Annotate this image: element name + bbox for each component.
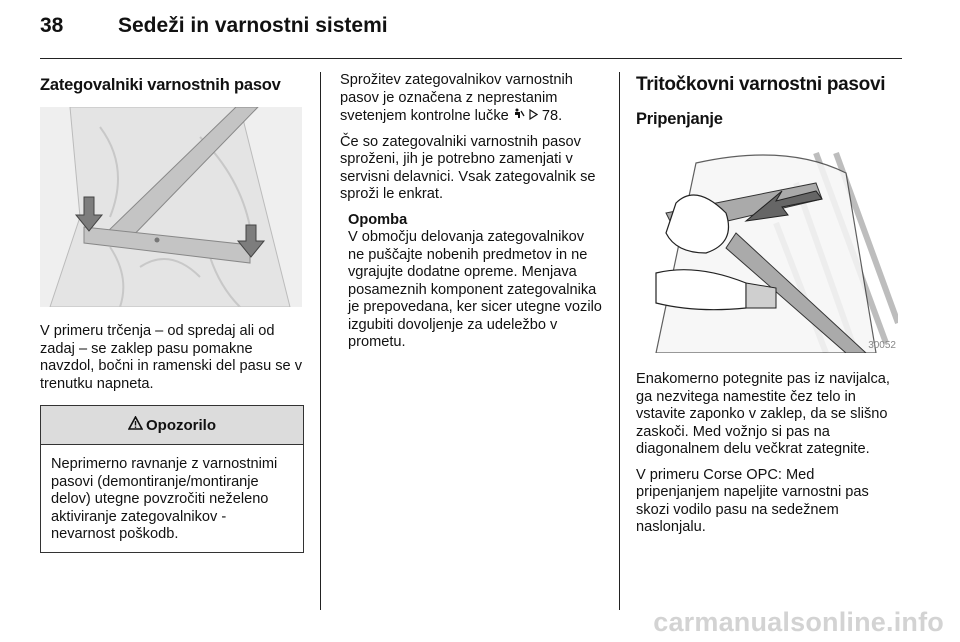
warning-box bbox=[40, 405, 304, 553]
warning-triangle-icon bbox=[128, 416, 143, 434]
paragraph-replacement: Če so zategovalniki varnostnih pasov sproženi, jih je potrebno zamenjati v servisni delavnici. Vsak zategovalnik se sproži le enkrat. bbox=[340, 133, 596, 202]
watermark: carmanualsonline.info bbox=[653, 607, 944, 637]
page-title: Sedeži in varnostni sistemi bbox=[118, 14, 388, 37]
seatbelt-fastening-illustration bbox=[636, 143, 898, 353]
column-3 bbox=[636, 72, 902, 545]
note-block bbox=[340, 212, 604, 352]
seatbelt-warning-light-icon bbox=[513, 107, 525, 125]
column-2 bbox=[340, 72, 604, 360]
note-text: V območju delovanja zategovalnikov ne puščajte nobenih predmetov in ne vgrajujte dodatne opreme. Menjava posameznih komponent zategovalnika je prepovedana, ker sicer utegne vozilo izgubiti dovoljenje za udeležbo v prometu. bbox=[348, 229, 602, 350]
paragraph-crash-description: V primeru trčenja – od spredaj ali od zadaj – se zaklep pasu pomakne navzdol, bočni in ramenski del pasu se v trenutku napneta. bbox=[40, 323, 303, 392]
paragraph-indicator bbox=[340, 72, 604, 126]
section-heading-three-point-belts: Tritočkovni varnostni pasovi bbox=[636, 74, 886, 95]
note-title: Opomba bbox=[348, 211, 408, 228]
indicator-text: Sprožitev zategovalnikov varnostnih pasov je označena z neprestanim svetenjem kontrolne lučke bbox=[340, 72, 573, 124]
indicator-page-reference: 78. bbox=[541, 108, 563, 124]
header-rule bbox=[40, 58, 902, 59]
page-reference-icon bbox=[529, 107, 538, 125]
seatbelt-pretensioner-illustration bbox=[40, 107, 302, 307]
warning-header bbox=[41, 406, 303, 445]
paragraph-fastening-instructions: Enakomerno potegnite pas iz navijalca, ga nezvitega namestite čez telo in vstavite zaponko v zaklep, da se slišno zaskoči. Med vožnjo si pas na diagonalnem delu večkrat zategnite. bbox=[636, 371, 890, 457]
subheading-fastening: Pripenjanje bbox=[636, 110, 723, 128]
column-divider-2 bbox=[619, 72, 620, 610]
figure-number: 30052 bbox=[868, 340, 896, 351]
warning-title: Opozorilo bbox=[146, 416, 216, 434]
paragraph-corsa-opc: V primeru Corse OPC: Med pripenjanjem napeljite varnostni pas skozi vodilo pasu na sedežnem naslonjalu. bbox=[636, 466, 869, 535]
column-divider-1 bbox=[320, 72, 321, 610]
page-number: 38 bbox=[40, 14, 64, 37]
column-1 bbox=[40, 72, 304, 553]
section-heading-pretensioners: Zategovalniki varnostnih pasov bbox=[40, 76, 281, 94]
warning-text: Neprimerno ravnanje z varnostnimi pasovi (demontiranje/montiranje delov) utegne povzročiti neželeno aktiviranje zategovalnikov - nevarnost poškodb. bbox=[51, 456, 278, 542]
